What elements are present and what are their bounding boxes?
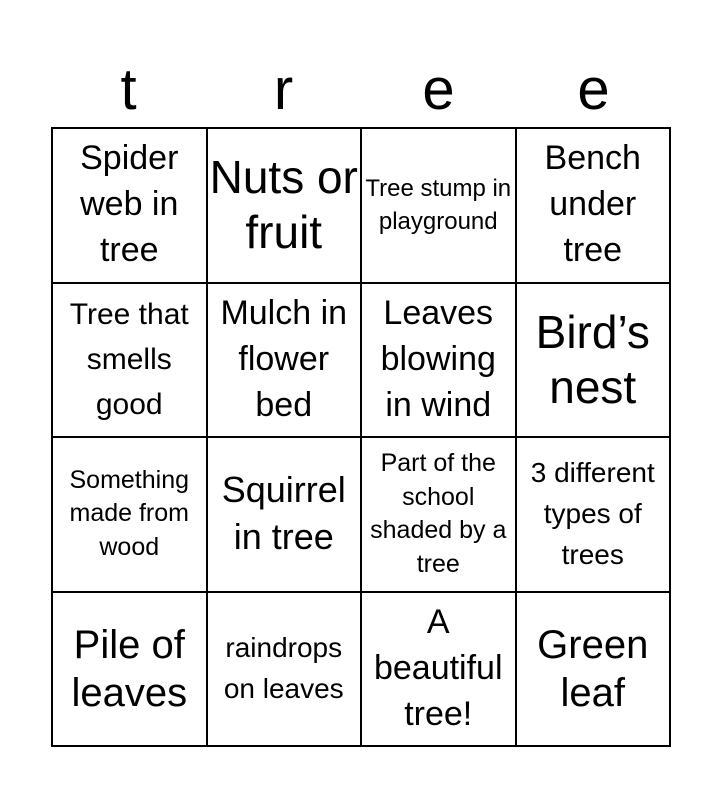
bingo-cell[interactable]: Green leaf xyxy=(517,593,672,748)
bingo-cell[interactable]: 3 different types of trees xyxy=(517,438,672,593)
bingo-board xyxy=(51,127,671,747)
bingo-cell[interactable]: Tree that smells good xyxy=(53,284,208,439)
bingo-cell[interactable]: Mulch in flower bed xyxy=(208,284,363,439)
bingo-header xyxy=(51,52,671,128)
header-letter-e-2: e xyxy=(577,57,610,122)
header-letter-t: t xyxy=(120,57,137,122)
header-letter-r: r xyxy=(273,57,294,122)
bingo-cell[interactable]: Leaves blowing in wind xyxy=(362,284,517,439)
bingo-cell[interactable]: Bird’s nest xyxy=(517,284,672,439)
bingo-cell[interactable]: raindrops on leaves xyxy=(208,593,363,748)
bingo-cell[interactable]: Squirrel in tree xyxy=(208,438,363,593)
bingo-cell[interactable]: Something made from wood xyxy=(53,438,208,593)
bingo-cell[interactable]: A beautiful tree! xyxy=(362,593,517,748)
bingo-cell[interactable]: Tree stump in playground xyxy=(362,129,517,284)
header-letter-e: e xyxy=(422,57,455,122)
bingo-cell[interactable]: Spider web in tree xyxy=(53,129,208,284)
bingo-cell[interactable]: Part of the school shaded by a tree xyxy=(362,438,517,593)
bingo-cell[interactable]: Bench under tree xyxy=(517,129,672,284)
bingo-cell[interactable]: Nuts or fruit xyxy=(208,129,363,284)
bingo-cell[interactable]: Pile of leaves xyxy=(53,593,208,748)
